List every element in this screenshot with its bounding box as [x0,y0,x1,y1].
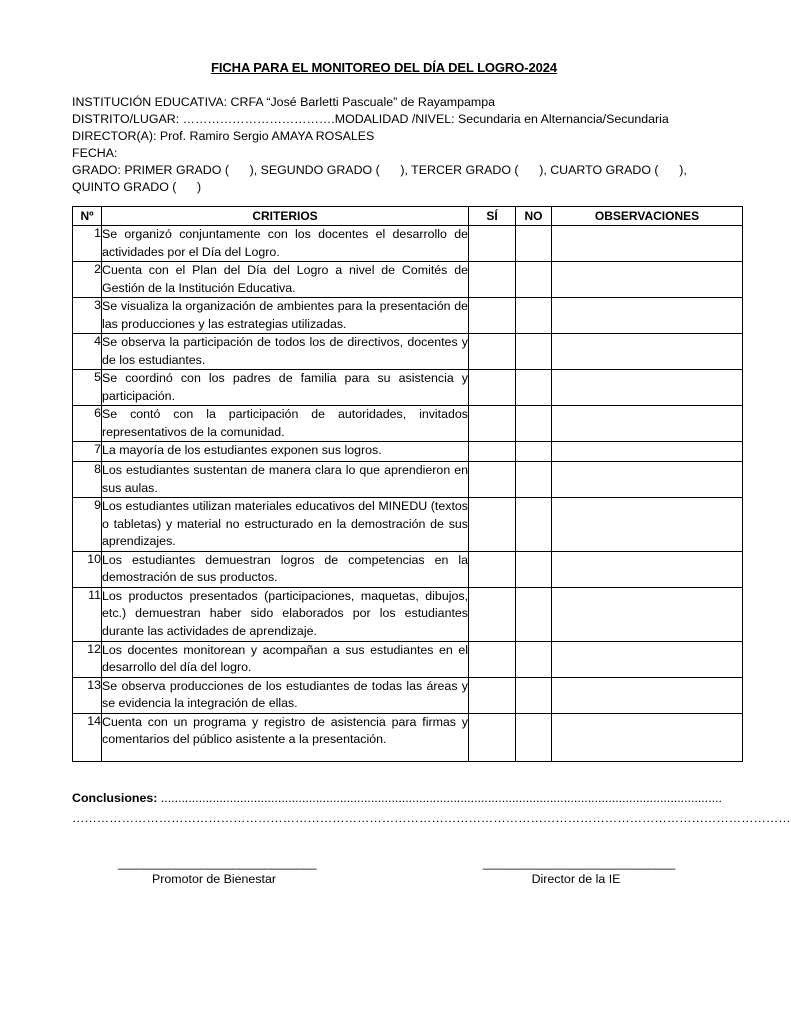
row-yes-cell[interactable] [469,462,516,498]
header-criteria: CRITERIOS [102,207,469,226]
row-yes-cell[interactable] [469,677,516,713]
row-yes-cell[interactable] [469,551,516,587]
row-no-cell[interactable] [516,551,552,587]
signature-line: _______________________________ [118,856,317,870]
row-no-cell[interactable] [516,298,552,334]
row-observations-cell[interactable] [552,641,743,677]
row-number: 12 [73,641,102,677]
row-criterion: Los estudiantes demuestran logros de competencias en la demostración de sus productos. [102,551,469,587]
row-observations-cell[interactable] [552,298,743,334]
table-row [73,298,743,334]
row-number: 8 [73,462,102,498]
row-criterion: Se organizó conjuntamente con los docentes el desarrollo de actividades por el Día del Logro. [102,226,469,262]
conclusions-section [72,788,791,828]
table-row [73,442,743,462]
date-line: FECHA: [72,146,118,160]
grade-line-1: GRADO: PRIMER GRADO ( ), SEGUNDO GRADO ( ), TERCER GRADO ( ), CUARTO GRADO ( ), [72,163,687,177]
row-no-cell[interactable] [516,262,552,298]
table-row [73,498,743,552]
table-row [73,641,743,677]
conclusions-label: Conclusiones: [72,791,158,805]
table-row [73,226,743,262]
row-yes-cell[interactable] [469,226,516,262]
table-row [73,334,743,370]
row-no-cell[interactable] [516,641,552,677]
row-observations-cell[interactable] [552,677,743,713]
row-observations-cell[interactable] [552,551,743,587]
header-observations: OBSERVACIONES [552,207,743,226]
row-criterion: Se observa la participación de todos los de directivos, docentes y de los estudiantes. [102,334,469,370]
header-info [72,94,712,196]
row-yes-cell[interactable] [469,334,516,370]
row-observations-cell[interactable] [552,442,743,462]
signature-role: Promotor de Bienestar [152,872,276,886]
row-no-cell[interactable] [516,370,552,406]
row-number: 11 [73,587,102,641]
row-number: 9 [73,498,102,552]
table-row [73,551,743,587]
table-row [73,713,743,761]
row-observations-cell[interactable] [552,462,743,498]
row-criterion: Se observa producciones de los estudiantes de todas las áreas y se evidencia la integración de ellas. [102,677,469,713]
director-line: DIRECTOR(A): Prof. Ramiro Sergio AMAYA ROSALES [72,129,375,143]
row-no-cell[interactable] [516,677,552,713]
criteria-rows [73,226,743,762]
district-line: DISTRITO/LUGAR: ……………………………….MODALIDAD /NIVEL: Secundaria en Alternancia/Secundaria [72,112,669,126]
conclusions-dots-2: ………………………………………………………………………………………………………………………………………………………… [72,811,791,825]
row-observations-cell[interactable] [552,498,743,552]
row-number: 3 [73,298,102,334]
row-no-cell[interactable] [516,442,552,462]
signature-promotor [118,856,317,886]
row-no-cell[interactable] [516,498,552,552]
row-yes-cell[interactable] [469,498,516,552]
row-criterion: Los estudiantes sustentan de manera clara lo que aprendieron en sus aulas. [102,462,469,498]
row-criterion: Se coordinó con los padres de familia para su asistencia y participación. [102,370,469,406]
row-yes-cell[interactable] [469,262,516,298]
row-number: 13 [73,677,102,713]
row-number: 7 [73,442,102,462]
header-no: NO [516,207,552,226]
row-no-cell[interactable] [516,226,552,262]
conclusions-dots-1: ................................................................................................................................................................... [160,791,722,805]
grade-line-2: QUINTO GRADO ( ) [72,180,202,194]
row-yes-cell[interactable] [469,442,516,462]
table-row [73,677,743,713]
row-no-cell[interactable] [516,587,552,641]
row-number: 10 [73,551,102,587]
row-no-cell[interactable] [516,406,552,442]
row-criterion: Los estudiantes utilizan materiales educativos del MINEDU (textos o tabletas) y material no estructurado en la demostración de sus aprendizajes. [102,498,469,552]
row-criterion: Los docentes monitorean y acompañan a sus estudiantes en el desarrollo del día del logro. [102,641,469,677]
row-number: 1 [73,226,102,262]
row-number: 4 [73,334,102,370]
row-yes-cell[interactable] [469,370,516,406]
row-observations-cell[interactable] [552,262,743,298]
row-criterion: Cuenta con el Plan del Día del Logro a nivel de Comités de Gestión de la Institución Educativa. [102,262,469,298]
row-number: 5 [73,370,102,406]
row-number: 2 [73,262,102,298]
conclusions-line-1 [72,788,722,808]
header-yes: SÍ [469,207,516,226]
signature-role: Director de la IE [531,872,621,886]
document-title: FICHA PARA EL MONITOREO DEL DÍA DEL LOGRO-2024 [211,60,557,75]
row-observations-cell[interactable] [552,713,743,761]
row-no-cell[interactable] [516,713,552,761]
row-observations-cell[interactable] [552,226,743,262]
row-yes-cell[interactable] [469,587,516,641]
table-row [73,462,743,498]
row-yes-cell[interactable] [469,713,516,761]
row-observations-cell[interactable] [552,334,743,370]
row-no-cell[interactable] [516,462,552,498]
table-row [73,370,743,406]
header-number: Nº [73,207,102,226]
row-number: 14 [73,713,102,761]
table-header-row [73,207,743,226]
signature-line: ______________________________ [483,856,675,870]
table-row [73,587,743,641]
row-criterion: La mayoría de los estudiantes exponen sus logros. [102,442,469,462]
row-yes-cell[interactable] [469,641,516,677]
row-criterion: Se visualiza la organización de ambientes para la presentación de las producciones y las estrategias utilizadas. [102,298,469,334]
row-number: 6 [73,406,102,442]
row-yes-cell[interactable] [469,406,516,442]
row-observations-cell[interactable] [552,406,743,442]
row-criterion: Se contó con la participación de autoridades, invitados representativos de la comunidad. [102,406,469,442]
row-criterion: Los productos presentados (participaciones, maquetas, dibujos, etc.) demuestran haber sido elaborados por los estudiantes durante las actividades de aprendizaje. [102,587,469,641]
table-row [73,262,743,298]
criteria-table [72,206,743,762]
row-no-cell[interactable] [516,334,552,370]
table-row [73,406,743,442]
row-observations-cell[interactable] [552,587,743,641]
row-criterion: Cuenta con un programa y registro de asistencia para firmas y comentarios del público asistente a la presentación. [102,713,469,761]
row-observations-cell[interactable] [552,370,743,406]
signature-director [483,856,675,886]
row-yes-cell[interactable] [469,298,516,334]
institution-line: INSTITUCIÓN EDUCATIVA: CRFA “José Barletti Pascuale” de Rayampampa [72,95,496,109]
